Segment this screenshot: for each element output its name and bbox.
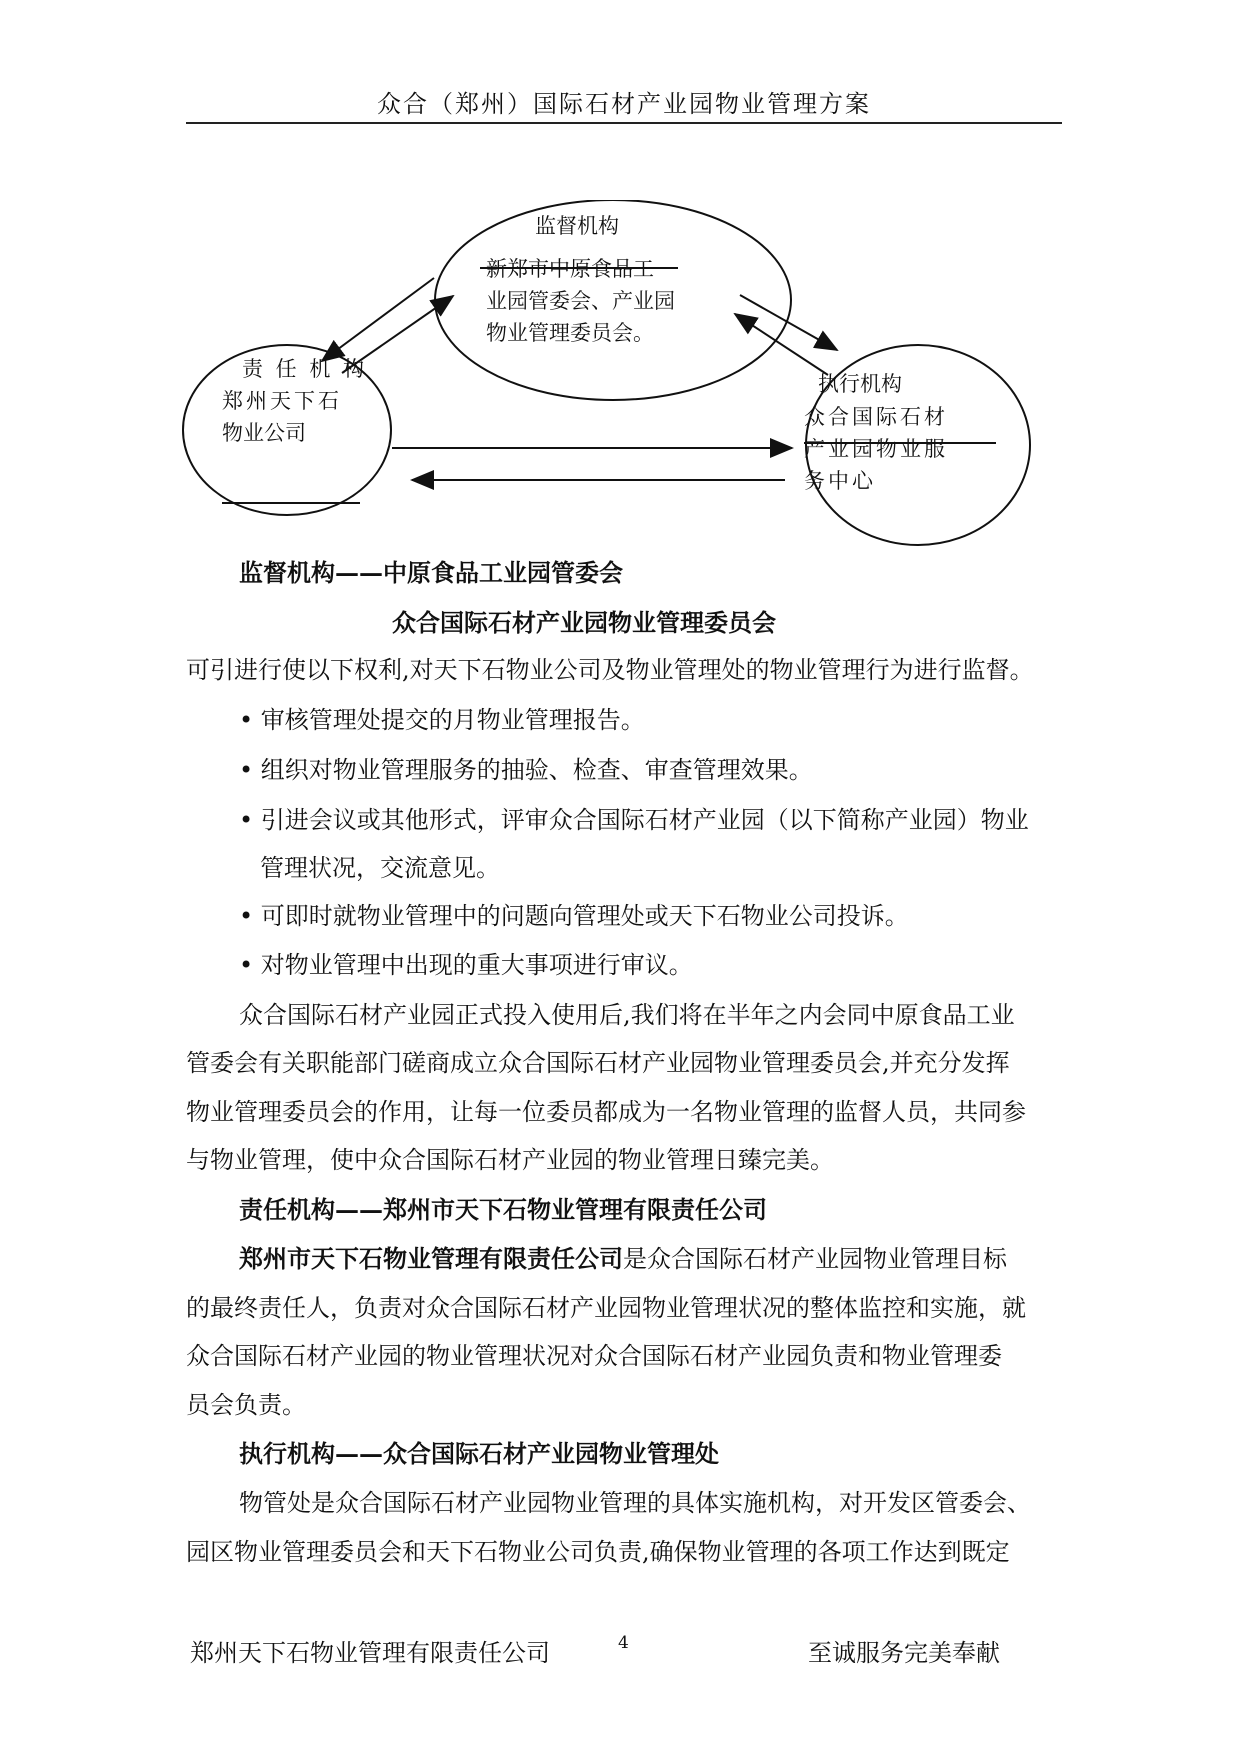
supervise-line-1: 新郑市中原食品工 <box>486 257 654 281</box>
paragraph-line: 与物业管理，使中众合国际石材产业园的物业管理日臻完美。 <box>186 1146 834 1174</box>
responsible-line-1: 郑州天下石 <box>222 389 342 413</box>
bullet-item: • 对物业管理中出现的重大事项进行审议。 <box>239 951 693 979</box>
responsible-line-2: 物业公司 <box>222 421 306 445</box>
paragraph-line: 众合国际石材产业园正式投入使用后,我们将在半年之内会同中原食品工业 <box>239 1001 1015 1029</box>
paragraph-line: 的最终责任人，负责对众合国际石材产业园物业管理状况的整体监控和实施，就 <box>186 1294 1026 1322</box>
footer-slogan: 至诚服务完美奉献 <box>808 1639 1000 1667</box>
company-name-bold: 郑州市天下石物业管理有限责任公司 <box>239 1244 623 1273</box>
responsible-heading: 责任机构——郑州市天下石物业管理有限责任公司 <box>239 1195 767 1224</box>
paragraph-line <box>239 1239 1007 1274</box>
paragraph-line: 员会负责。 <box>186 1391 306 1419</box>
supervise-intro: 可引进行使以下权利,对天下石物业公司及物业管理处的物业管理行为进行监督。 <box>186 656 1034 684</box>
execute-line-3: 务中心 <box>804 469 876 493</box>
supervise-line-3: 物业管理委员会。 <box>486 321 654 345</box>
execute-line-1: 众合国际石材 <box>804 405 948 429</box>
footer-company: 郑州天下石物业管理有限责任公司 <box>190 1639 550 1667</box>
body-text <box>186 0 1066 1754</box>
bullet-item-continuation: 管理状况，交流意见。 <box>260 854 500 882</box>
execute-line-2: 产业园物业服 <box>804 437 948 461</box>
supervise-heading: 监督机构——中原食品工业园管委会 <box>239 558 623 587</box>
bullet-item: • 审核管理处提交的月物业管理报告。 <box>239 706 645 734</box>
bullet-item: • 可即时就物业管理中的问题向管理处或天下石物业公司投诉。 <box>239 902 909 930</box>
execute-heading: 执行机构——众合国际石材产业园物业管理处 <box>239 1439 719 1468</box>
responsible-title: 责 任 机 构 <box>242 357 368 381</box>
paragraph-line: 物管处是众合国际石材产业园物业管理的具体实施机构，对开发区管委会、 <box>239 1489 1031 1517</box>
page-number: 4 <box>618 1633 629 1653</box>
supervise-heading-2: 众合国际石材产业园物业管理委员会 <box>392 608 776 637</box>
paragraph-line: 众合国际石材产业园的物业管理状况对众合国际石材产业园负责和物业管理委 <box>186 1342 1002 1370</box>
bullet-item: • 组织对物业管理服务的抽验、检查、审查管理效果。 <box>239 756 813 784</box>
supervise-title: 监督机构 <box>535 214 619 238</box>
paragraph-line: 物业管理委员会的作用，让每一位委员都成为一名物业管理的监督人员，共同参 <box>186 1098 1026 1126</box>
bullet-item: • 引进会议或其他形式，评审众合国际石材产业园（以下简称产业园）物业 <box>239 806 1029 834</box>
paragraph-line: 管委会有关职能部门磋商成立众合国际石材产业园物业管理委员会,并充分发挥 <box>186 1049 1010 1077</box>
paragraph-line-rest: 是众合国际石材产业园物业管理目标 <box>623 1245 1007 1273</box>
execute-title: 执行机构 <box>818 372 902 396</box>
page-header-title: 众合（郑州）国际石材产业园物业管理方案 <box>377 90 871 118</box>
paragraph-line: 园区物业管理委员会和天下石物业公司负责,确保物业管理的各项工作达到既定 <box>186 1538 1010 1566</box>
supervise-line-2: 业园管委会、产业园 <box>486 289 675 313</box>
